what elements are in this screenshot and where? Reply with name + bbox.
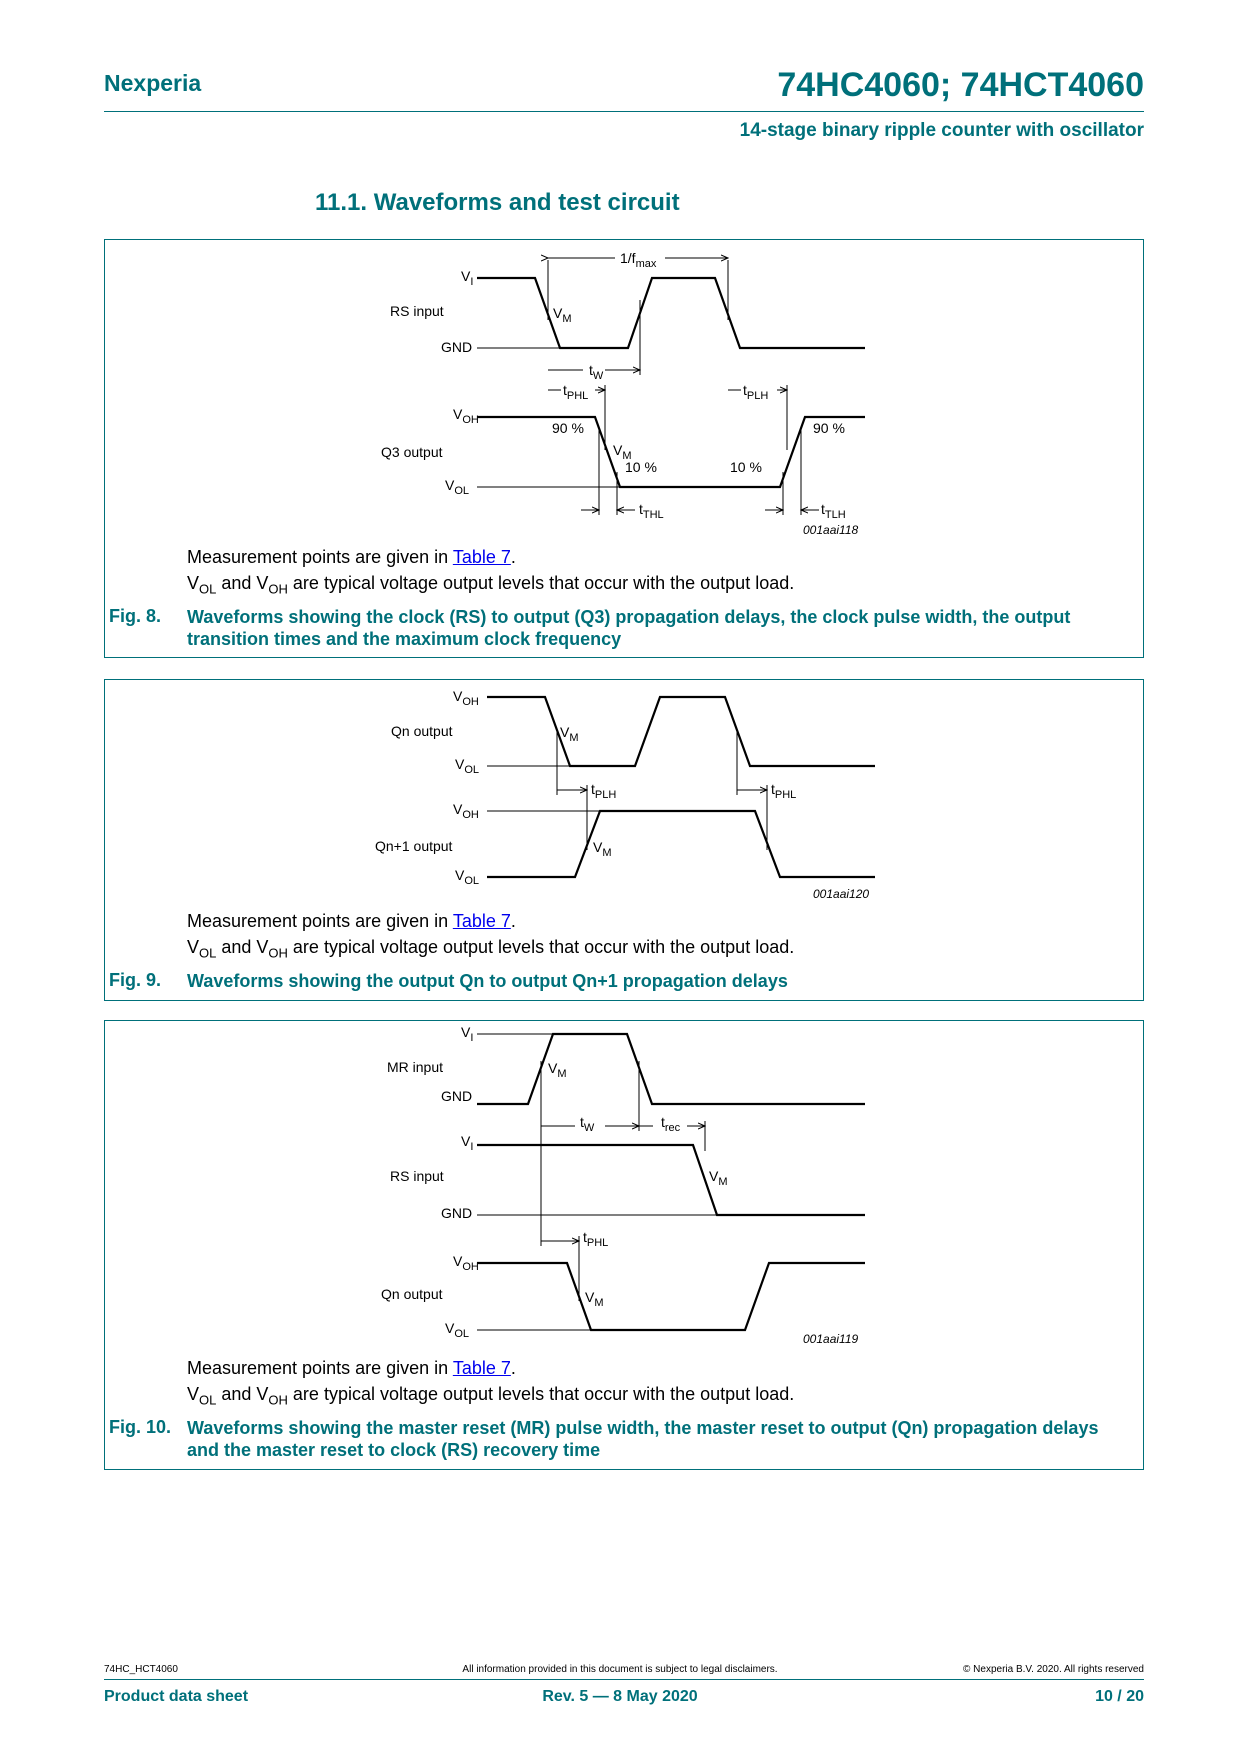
fig9-voltage-note: $V_{OL}$ and $V_{OH}$ are typical voltage output levels that occur with the output load. [187,937,795,961]
fig10-mr-waveform [477,1034,865,1104]
fig10-vm-label-2: $V_M$ [709,1168,728,1188]
fig8-tphl-label: $t_{PHL}$ [563,382,589,402]
fig8-90pct-left: 90 % [552,420,584,436]
header-divider [104,111,1144,112]
fig9-qn1-waveform [487,811,875,877]
fig10-vm-label-1: $V_M$ [548,1060,567,1080]
fig8-vol-label: $V_{OL}$ [445,477,470,497]
footer-disclaimer: All information provided in this document is subject to legal disclaimers. [462,1664,778,1675]
fig8-waveform-diagram [105,240,1145,540]
brand-logo-text: Nexperia [104,70,202,96]
fig8-vm-label-2: $V_M$ [613,442,632,462]
section-heading: 11.1. Waveforms and test circuit [315,189,680,216]
fig9-qn-waveform [487,697,875,766]
fig10-vi-label-1: $V_I$ [461,1024,474,1044]
fig8-90pct-right: 90 % [813,420,845,436]
fig9-figure-code: 001aai120 [813,887,870,900]
fig9-vol-label-2: $V_{OL}$ [455,867,480,887]
fig8-table7-link[interactable]: Table 7 [452,547,511,567]
fig8-figure-code: 001aai118 [803,523,859,537]
fig10-mr-input-label: MR input [387,1059,444,1075]
footer-page-number: 10 / 20 [1095,1688,1144,1705]
fig10-tphl-label: $t_{PHL}$ [583,1229,609,1249]
fig9-caption: Waveforms showing the output Qn to output Qn+1 propagation delays [187,971,788,991]
fig8-measurement-note: Measurement points are given in Table 7. [187,547,516,567]
fig8-q3-waveform [477,417,865,487]
footer-revision: Rev. 5 — 8 May 2020 [542,1688,698,1705]
fig8-tthl-label: $t_{THL}$ [639,501,664,521]
fig10-table7-link[interactable]: Table 7 [452,1358,511,1378]
fig9-voh-label-1: $V_{OH}$ [453,688,479,708]
fig10-gnd-label-1: GND [441,1088,473,1104]
fig8-ttlh-label: $t_{TLH}$ [821,501,846,521]
fig8-fmax-label: $1/f_{max}$ [620,250,657,270]
footer-product-type: Product data sheet [104,1688,249,1705]
fig8-tplh-label: $t_{PLH}$ [743,382,769,402]
fig8-rs-input-label: RS input [390,303,444,319]
footer-doc-id: 74HC_HCT4060 [104,1664,178,1675]
fig8-vi-label: $V_I$ [461,268,474,288]
fig10-qn-output-label: Qn output [381,1286,443,1302]
fig8-gnd-label: GND [441,339,473,355]
document-subtitle: 14-stage binary ripple counter with oscillator [739,120,1144,141]
fig10-caption: Waveforms showing the master reset (MR) pulse width, the master reset to output (Qn) propagation delays and the master reset to clock (RS) recovery time [187,1418,1099,1460]
fig9-voh-label-2: $V_{OH}$ [453,801,479,821]
fig8-voh-label: $V_{OH}$ [453,406,479,426]
fig9-tplh-label: $t_{PLH}$ [591,781,617,801]
footer-copyright: © Nexperia B.V. 2020. All rights reserved [963,1664,1144,1675]
fig9-qn-output-label: Qn output [391,723,453,739]
fig9-vm-label-1: $V_M$ [560,724,579,744]
fig10-figure-code: 001aai119 [803,1332,859,1346]
fig9-qn1-output-label: Qn+1 output [375,838,453,854]
fig10-voltage-note: $V_{OL}$ and $V_{OH}$ are typical voltage output levels that occur with the output load. [187,1384,795,1408]
fig10-qn-waveform [477,1263,865,1330]
fig10-number: Fig. 10. [109,1417,172,1437]
fig10-waveform-diagram [105,1021,1145,1351]
fig8-number: Fig. 8. [109,606,162,626]
fig10-gnd-label-2: GND [441,1205,473,1221]
fig9-measurement-note: Measurement points are given in Table 7. [187,911,516,931]
fig10-rs-waveform [477,1145,865,1215]
fig8-tw-label: $t_W$ [589,362,604,382]
fig8-q3-output-label: Q3 output [381,444,443,460]
fig9-table7-link[interactable]: Table 7 [452,911,511,931]
fig10-vol-label: $V_{OL}$ [445,1320,470,1340]
fig8-rs-waveform [477,278,865,348]
fig10-voh-label: $V_{OH}$ [453,1253,479,1273]
fig10-trec-label: $t_{rec}$ [661,1114,681,1134]
fig10-rs-input-label: RS input [390,1168,444,1184]
fig8-caption: Waveforms showing the clock (RS) to output (Q3) propagation delays, the clock pulse width, the output transition times and the maximum clock frequency [187,607,1071,649]
fig8-10pct-left: 10 % [625,459,657,475]
fig9-tphl-label: $t_{PHL}$ [771,781,797,801]
fig9-vol-label-1: $V_{OL}$ [455,756,480,776]
fig10-vm-label-3: $V_M$ [585,1289,604,1309]
fig9-vm-label-2: $V_M$ [593,839,612,859]
fig9-number: Fig. 9. [109,970,162,990]
fig9-waveform-diagram [105,680,1145,900]
figure-9 [104,679,1144,1001]
figure-8 [104,239,1144,658]
figure-10 [104,1020,1144,1470]
fig10-vi-label-2: $V_I$ [461,1133,474,1153]
fig10-tw-label: $t_W$ [580,1114,595,1134]
fig8-voltage-note: $V_{OL}$ and $V_{OH}$ are typical voltage output levels that occur with the output load. [187,573,795,597]
footer-divider [104,1679,1144,1680]
fig8-10pct-right: 10 % [730,459,762,475]
fig10-measurement-note: Measurement points are given in Table 7. [187,1358,516,1378]
document-title: 74HC4060; 74HCT4060 [777,66,1144,104]
fig8-vm-label-1: $V_M$ [553,305,572,325]
